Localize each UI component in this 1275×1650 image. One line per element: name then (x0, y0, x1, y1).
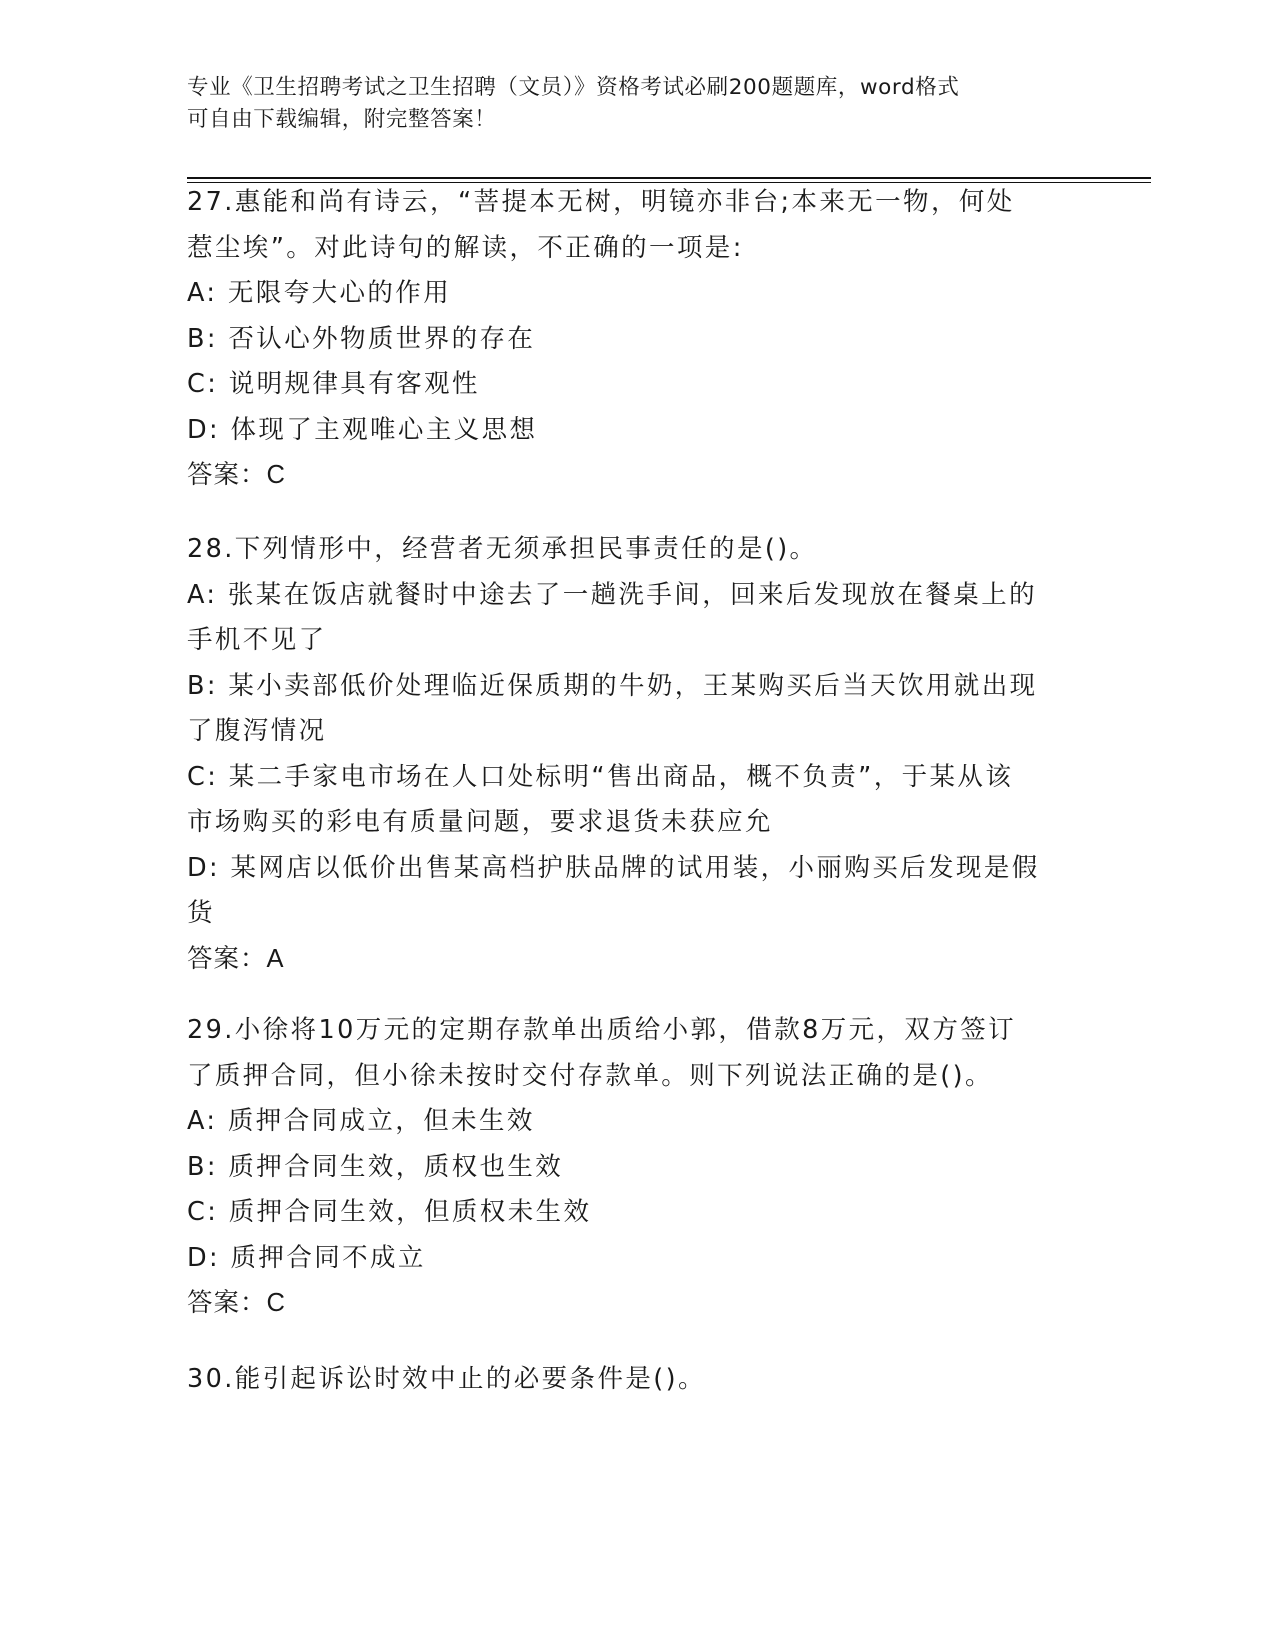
option-d-continued: 货 (187, 898, 215, 928)
option-a: A: 质押合同成立，但未生效 (187, 1106, 535, 1136)
question-stem-line: 29.小徐将10万元的定期存款单出质给小郭，借款8万元，双方签订 (187, 1015, 1017, 1045)
question-stem-line: 30.能引起诉讼时效中止的必要条件是()。 (187, 1364, 706, 1394)
question-28 (187, 527, 1067, 982)
option-b: B: 质押合同生效，质权也生效 (187, 1151, 564, 1182)
header-line-2: 可自由下载编辑，附完整答案！ (187, 107, 497, 132)
question-29 (187, 1008, 1067, 1327)
answer-label: 答案：C (187, 1289, 286, 1317)
option-c: C: 说明规律具有客观性 (187, 369, 480, 399)
question-27 (187, 180, 1067, 499)
option-b: B: 否认心外物质世界的存在 (187, 323, 536, 354)
option-d: D: 体现了主观唯心主义思想 (187, 414, 538, 445)
option-b-continued: 了腹泻情况 (187, 716, 327, 746)
option-a: A: 无限夸大心的作用 (187, 278, 452, 308)
answer-label: 答案：A (187, 944, 285, 973)
header-line-1: 专业《卫生招聘考试之卫生招聘（文员）》资格考试必刷200题题库，word格式 (187, 75, 960, 100)
option-c-continued: 市场购买的彩电有质量问题，要求退货未获应允 (187, 807, 773, 837)
option-d: D: 质押合同不成立 (187, 1242, 426, 1273)
question-stem-line: 27.惠能和尚有诗云，“菩提本无树，明镜亦非台;本来无一物，何处 (187, 187, 1015, 217)
option-d: D: 某网店以低价出售某高档护肤品牌的试用装，小丽购买后发现是假 (187, 852, 1040, 883)
question-stem-line: 了质押合同，但小徐未按时交付存款单。则下列说法正确的是()。 (187, 1060, 993, 1091)
question-stem-line: 惹尘埃”。对此诗句的解读，不正确的一项是: (187, 232, 744, 263)
option-b: B: 某小卖部低价处理临近保质期的牛奶，王某购买后当天饮用就出现 (187, 670, 1038, 701)
header-divider-thick (187, 177, 1151, 179)
question-30 (187, 1357, 1067, 1403)
option-a: A: 张某在饭店就餐时中途去了一趟洗手间，回来后发现放在餐桌上的 (187, 579, 1037, 610)
question-stem-line: 28.下列情形中，经营者无须承担民事责任的是()。 (187, 534, 818, 564)
answer-label: 答案：C (187, 461, 286, 489)
option-c: C: 某二手家电市场在人口处标明“售出商品，概不负责”，于某从该 (187, 761, 1014, 792)
option-a-continued: 手机不见了 (187, 625, 327, 655)
document-header (187, 72, 1067, 136)
option-c: C: 质押合同生效，但质权未生效 (187, 1197, 592, 1227)
